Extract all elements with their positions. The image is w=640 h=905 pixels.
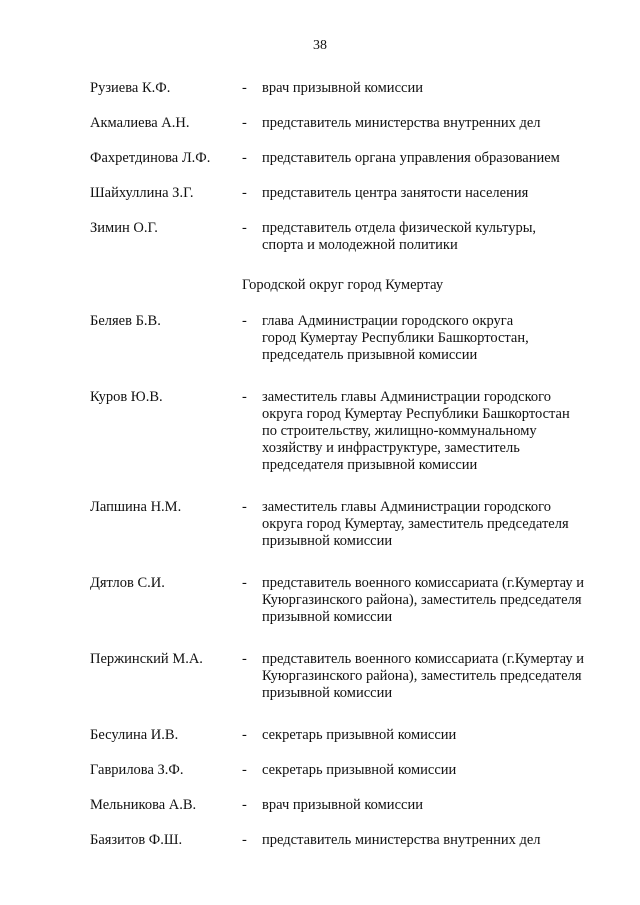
member-dash: - <box>242 185 247 201</box>
member-role: представитель органа управления образованием <box>262 150 560 166</box>
member-role: глава Администрации городского округа город Кумертау Республики Башкортостан, председатель призывной комиссии <box>262 313 529 363</box>
page-number: 38 <box>313 38 327 53</box>
member-role: секретарь призывной комиссии <box>262 762 457 778</box>
member-row <box>0 150 640 167</box>
member-name: Бесулина И.В. <box>90 727 179 743</box>
commission-member-list <box>0 80 640 849</box>
member-row <box>0 389 640 474</box>
member-dash: - <box>242 651 247 667</box>
member-row <box>0 220 640 254</box>
member-name: Лапшина Н.М. <box>90 499 182 515</box>
member-row <box>0 499 640 550</box>
member-row <box>0 115 640 132</box>
member-dash: - <box>242 150 247 166</box>
member-name: Зимин О.Г. <box>90 220 158 236</box>
member-row <box>0 762 640 779</box>
member-name: Мельникова А.В. <box>90 797 197 813</box>
member-dash: - <box>242 313 247 329</box>
member-name: Акмалиева А.Н. <box>90 115 190 131</box>
member-dash: - <box>242 115 247 131</box>
member-role: секретарь призывной комиссии <box>262 727 457 743</box>
member-row <box>0 727 640 744</box>
member-dash: - <box>242 727 247 743</box>
member-role: врач призывной комиссии <box>262 797 423 813</box>
member-row <box>0 80 640 97</box>
member-dash: - <box>242 499 247 515</box>
member-row <box>0 185 640 202</box>
member-name: Фахретдинова Л.Ф. <box>90 150 211 166</box>
member-role: представитель военного комиссариата (г.Кумертау и Куюргазинского района), заместитель председателя призывной комиссии <box>262 651 584 701</box>
member-row <box>0 651 640 702</box>
member-role: заместитель главы Администрации городского округа город Кумертау, заместитель председателя призывной комиссии <box>262 499 569 549</box>
member-row <box>0 575 640 626</box>
member-role: представитель министерства внутренних дел <box>262 115 541 131</box>
member-dash: - <box>242 575 247 591</box>
member-role: врач призывной комиссии <box>262 80 423 96</box>
member-name: Гаврилова З.Ф. <box>90 762 184 778</box>
member-row <box>0 797 640 814</box>
member-row <box>0 313 640 364</box>
member-dash: - <box>242 832 247 848</box>
member-name: Беляев Б.В. <box>90 313 161 329</box>
member-row <box>0 832 640 849</box>
section-heading: Городской округ город Кумертау <box>242 277 444 293</box>
member-dash: - <box>242 762 247 778</box>
member-name: Баязитов Ф.Ш. <box>90 832 183 848</box>
member-name: Шайхуллина З.Г. <box>90 185 194 201</box>
member-name: Пержинский М.А. <box>90 651 203 667</box>
member-name: Дятлов С.И. <box>90 575 165 591</box>
member-name: Куров Ю.В. <box>90 389 163 405</box>
member-dash: - <box>242 389 247 405</box>
member-role: представитель центра занятости населения <box>262 185 529 201</box>
member-dash: - <box>242 80 247 96</box>
member-role: представитель отдела физической культуры, спорта и молодежной политики <box>262 220 537 253</box>
member-name: Рузиева К.Ф. <box>90 80 171 96</box>
member-role: представитель министерства внутренних дел <box>262 832 541 848</box>
member-dash: - <box>242 220 247 236</box>
member-role: представитель военного комиссариата (г.Кумертау и Куюргазинского района), заместитель председателя призывной комиссии <box>262 575 584 625</box>
member-dash: - <box>242 797 247 813</box>
member-role: заместитель главы Администрации городского округа город Кумертау Республики Башкортостан по строительству, жилищно-коммунальному хозяйству и инфраструктуре, заместитель председателя призывной комиссии <box>262 389 570 473</box>
